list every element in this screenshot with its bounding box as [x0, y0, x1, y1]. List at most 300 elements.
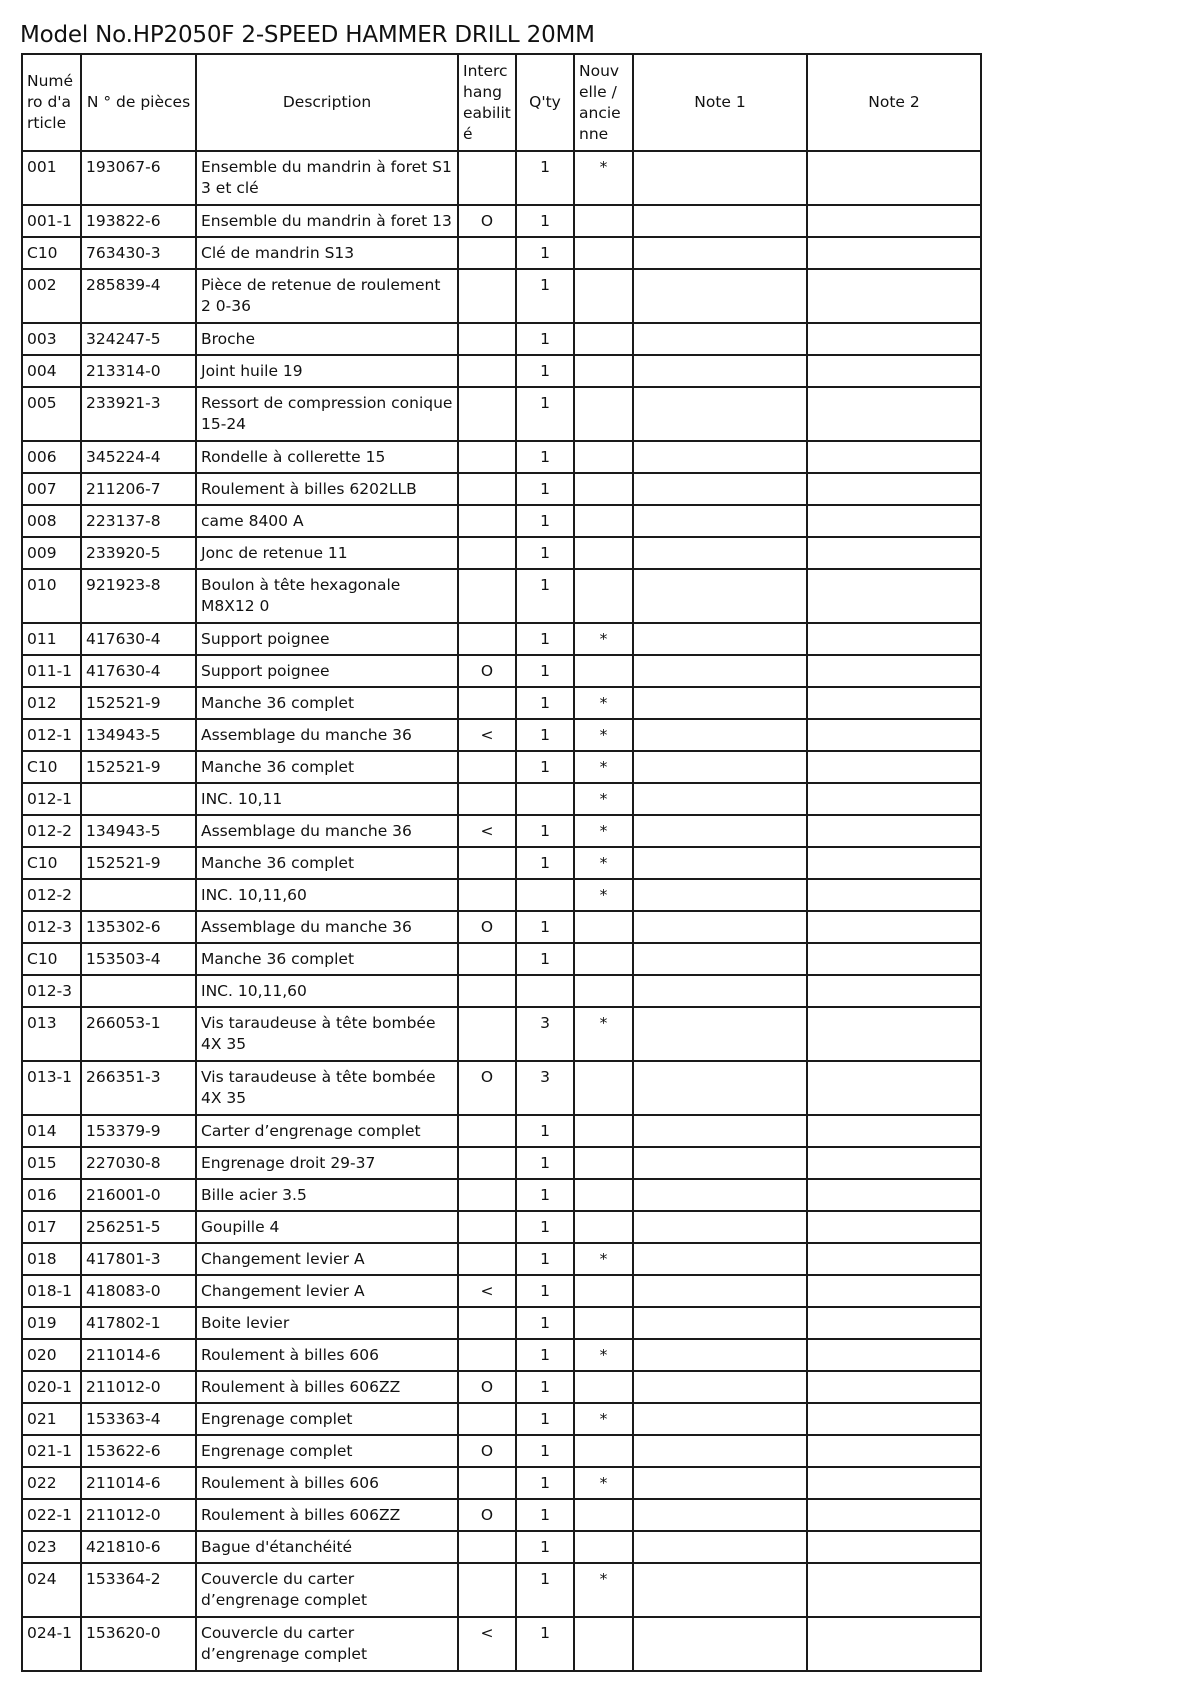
cell-description: Bille acier 3.5 — [196, 1179, 458, 1211]
cell-note2 — [807, 1435, 981, 1467]
header-new-old: Nouv elle / ancie nne — [574, 54, 633, 151]
cell-item-no: 010 — [22, 569, 81, 623]
table-row — [22, 1499, 981, 1531]
cell-note1 — [633, 205, 807, 237]
cell-new-old — [574, 569, 633, 623]
cell-interchangeability — [458, 387, 516, 441]
cell-qty: 1 — [516, 1467, 574, 1499]
cell-description: came 8400 A — [196, 505, 458, 537]
cell-note2 — [807, 1563, 981, 1617]
cell-description: INC. 10,11,60 — [196, 879, 458, 911]
cell-item-no: 012-2 — [22, 879, 81, 911]
cell-qty: 1 — [516, 719, 574, 751]
cell-part-no: 921923-8 — [81, 569, 196, 623]
cell-qty: 1 — [516, 815, 574, 847]
cell-description: INC. 10,11,60 — [196, 975, 458, 1007]
cell-description: Engrenage complet — [196, 1435, 458, 1467]
table-row — [22, 1211, 981, 1243]
cell-qty: 1 — [516, 1371, 574, 1403]
table-row — [22, 505, 981, 537]
cell-qty — [516, 783, 574, 815]
cell-interchangeability — [458, 269, 516, 323]
cell-note2 — [807, 537, 981, 569]
cell-item-no: 008 — [22, 505, 81, 537]
cell-qty: 1 — [516, 1499, 574, 1531]
cell-new-old: * — [574, 1467, 633, 1499]
cell-description: Roulement à billes 6202LLB — [196, 473, 458, 505]
cell-note2 — [807, 505, 981, 537]
table-row — [22, 473, 981, 505]
cell-qty: 1 — [516, 1179, 574, 1211]
cell-part-no: 417630-4 — [81, 623, 196, 655]
cell-interchangeability: < — [458, 815, 516, 847]
cell-new-old: * — [574, 1339, 633, 1371]
cell-description: Vis taraudeuse à tête bombée 4X 35 — [196, 1007, 458, 1061]
cell-item-no: 024-1 — [22, 1617, 81, 1671]
cell-item-no: 014 — [22, 1115, 81, 1147]
cell-part-no: 285839-4 — [81, 269, 196, 323]
cell-note2 — [807, 1467, 981, 1499]
cell-qty: 1 — [516, 205, 574, 237]
cell-description: Vis taraudeuse à tête bombée 4X 35 — [196, 1061, 458, 1115]
cell-description: Clé de mandrin S13 — [196, 237, 458, 269]
cell-qty: 1 — [516, 537, 574, 569]
cell-interchangeability — [458, 441, 516, 473]
cell-note2 — [807, 847, 981, 879]
cell-part-no: 417802-1 — [81, 1307, 196, 1339]
cell-item-no: 005 — [22, 387, 81, 441]
table-row — [22, 269, 981, 323]
cell-part-no: 152521-9 — [81, 847, 196, 879]
cell-note2 — [807, 1179, 981, 1211]
cell-new-old: * — [574, 719, 633, 751]
cell-description: INC. 10,11 — [196, 783, 458, 815]
table-row — [22, 1275, 981, 1307]
cell-new-old — [574, 473, 633, 505]
cell-interchangeability — [458, 1147, 516, 1179]
cell-part-no: 211012-0 — [81, 1499, 196, 1531]
table-row — [22, 943, 981, 975]
cell-new-old — [574, 943, 633, 975]
cell-part-no: 417630-4 — [81, 655, 196, 687]
cell-interchangeability: < — [458, 1617, 516, 1671]
cell-part-no: 135302-6 — [81, 911, 196, 943]
cell-part-no — [81, 975, 196, 1007]
table-row — [22, 1403, 981, 1435]
cell-description: Couvercle du carter d’engrenage complet — [196, 1563, 458, 1617]
cell-part-no: 152521-9 — [81, 751, 196, 783]
cell-item-no: 023 — [22, 1531, 81, 1563]
cell-interchangeability — [458, 1243, 516, 1275]
cell-item-no: 001-1 — [22, 205, 81, 237]
cell-new-old: * — [574, 847, 633, 879]
cell-description: Roulement à billes 606 — [196, 1467, 458, 1499]
cell-note2 — [807, 975, 981, 1007]
cell-new-old — [574, 1275, 633, 1307]
cell-note1 — [633, 505, 807, 537]
table-row — [22, 751, 981, 783]
cell-new-old — [574, 1531, 633, 1563]
cell-note2 — [807, 1115, 981, 1147]
cell-qty: 1 — [516, 1563, 574, 1617]
cell-note1 — [633, 1339, 807, 1371]
cell-new-old: * — [574, 879, 633, 911]
table-row — [22, 1531, 981, 1563]
cell-note1 — [633, 687, 807, 719]
table-row — [22, 1339, 981, 1371]
table-row — [22, 569, 981, 623]
cell-interchangeability: O — [458, 1499, 516, 1531]
cell-note1 — [633, 569, 807, 623]
cell-part-no: 134943-5 — [81, 719, 196, 751]
cell-note2 — [807, 911, 981, 943]
cell-item-no: 012 — [22, 687, 81, 719]
table-row — [22, 847, 981, 879]
cell-note2 — [807, 879, 981, 911]
cell-note1 — [633, 1617, 807, 1671]
cell-description: Assemblage du manche 36 — [196, 911, 458, 943]
cell-item-no: C10 — [22, 751, 81, 783]
cell-item-no: 022 — [22, 1467, 81, 1499]
cell-new-old: * — [574, 783, 633, 815]
cell-description: Ensemble du mandrin à foret 13 — [196, 205, 458, 237]
cell-qty: 1 — [516, 655, 574, 687]
cell-note2 — [807, 1007, 981, 1061]
cell-note1 — [633, 1275, 807, 1307]
cell-part-no: 233921-3 — [81, 387, 196, 441]
table-row — [22, 441, 981, 473]
cell-description: Support poignee — [196, 623, 458, 655]
cell-note1 — [633, 1563, 807, 1617]
cell-new-old — [574, 1371, 633, 1403]
cell-item-no: 012-2 — [22, 815, 81, 847]
header-part-no: N ° de pièces — [81, 54, 196, 151]
cell-qty: 1 — [516, 323, 574, 355]
cell-interchangeability: O — [458, 205, 516, 237]
cell-new-old — [574, 655, 633, 687]
cell-note2 — [807, 1061, 981, 1115]
cell-interchangeability — [458, 975, 516, 1007]
cell-interchangeability — [458, 323, 516, 355]
table-row — [22, 1563, 981, 1617]
cell-new-old: * — [574, 1563, 633, 1617]
cell-qty: 1 — [516, 687, 574, 719]
cell-interchangeability — [458, 1115, 516, 1147]
table-row — [22, 1243, 981, 1275]
cell-qty: 1 — [516, 237, 574, 269]
cell-new-old: * — [574, 1243, 633, 1275]
table-row — [22, 1007, 981, 1061]
table-row — [22, 151, 981, 205]
cell-note1 — [633, 943, 807, 975]
cell-item-no: C10 — [22, 237, 81, 269]
cell-item-no: 012-1 — [22, 783, 81, 815]
cell-description: Manche 36 complet — [196, 751, 458, 783]
cell-new-old — [574, 205, 633, 237]
cell-interchangeability — [458, 473, 516, 505]
cell-note2 — [807, 1531, 981, 1563]
cell-part-no: 211014-6 — [81, 1339, 196, 1371]
cell-description: Rondelle à collerette 15 — [196, 441, 458, 473]
cell-description: Assemblage du manche 36 — [196, 719, 458, 751]
cell-note1 — [633, 237, 807, 269]
cell-note2 — [807, 473, 981, 505]
cell-interchangeability — [458, 623, 516, 655]
cell-note2 — [807, 655, 981, 687]
cell-new-old — [574, 1115, 633, 1147]
cell-new-old — [574, 1499, 633, 1531]
cell-part-no: 223137-8 — [81, 505, 196, 537]
cell-item-no: 020 — [22, 1339, 81, 1371]
cell-note2 — [807, 1617, 981, 1671]
table-row — [22, 1147, 981, 1179]
cell-part-no: 418083-0 — [81, 1275, 196, 1307]
cell-note1 — [633, 719, 807, 751]
cell-item-no: 020-1 — [22, 1371, 81, 1403]
cell-description: Support poignee — [196, 655, 458, 687]
cell-new-old — [574, 1179, 633, 1211]
table-row — [22, 1179, 981, 1211]
cell-new-old: * — [574, 1007, 633, 1061]
cell-note2 — [807, 1243, 981, 1275]
cell-description: Manche 36 complet — [196, 847, 458, 879]
cell-part-no: 345224-4 — [81, 441, 196, 473]
table-row — [22, 815, 981, 847]
table-row — [22, 237, 981, 269]
cell-item-no: 012-1 — [22, 719, 81, 751]
cell-item-no: 009 — [22, 537, 81, 569]
cell-note1 — [633, 473, 807, 505]
cell-item-no: 012-3 — [22, 975, 81, 1007]
cell-item-no: C10 — [22, 943, 81, 975]
cell-new-old — [574, 387, 633, 441]
cell-note1 — [633, 1371, 807, 1403]
cell-part-no: 153363-4 — [81, 1403, 196, 1435]
cell-interchangeability: O — [458, 1371, 516, 1403]
cell-qty: 1 — [516, 441, 574, 473]
cell-item-no: 012-3 — [22, 911, 81, 943]
cell-part-no: 216001-0 — [81, 1179, 196, 1211]
header-description: Description — [196, 54, 458, 151]
cell-note2 — [807, 1371, 981, 1403]
table-row — [22, 323, 981, 355]
cell-note1 — [633, 655, 807, 687]
cell-description: Carter d’engrenage complet — [196, 1115, 458, 1147]
cell-qty: 1 — [516, 1531, 574, 1563]
cell-interchangeability — [458, 847, 516, 879]
cell-item-no: 021-1 — [22, 1435, 81, 1467]
cell-note1 — [633, 537, 807, 569]
cell-qty: 1 — [516, 1243, 574, 1275]
cell-new-old: * — [574, 687, 633, 719]
cell-note2 — [807, 719, 981, 751]
table-row — [22, 1115, 981, 1147]
cell-interchangeability — [458, 943, 516, 975]
cell-item-no: 016 — [22, 1179, 81, 1211]
cell-note2 — [807, 783, 981, 815]
cell-qty: 1 — [516, 751, 574, 783]
cell-description: Changement levier A — [196, 1275, 458, 1307]
cell-new-old: * — [574, 815, 633, 847]
cell-item-no: 001 — [22, 151, 81, 205]
cell-note2 — [807, 687, 981, 719]
cell-interchangeability — [458, 783, 516, 815]
cell-item-no: 015 — [22, 1147, 81, 1179]
table-row — [22, 355, 981, 387]
cell-interchangeability — [458, 355, 516, 387]
cell-qty — [516, 879, 574, 911]
cell-description: Ressort de compression conique 15-24 — [196, 387, 458, 441]
cell-part-no — [81, 783, 196, 815]
cell-qty: 1 — [516, 269, 574, 323]
cell-item-no: 019 — [22, 1307, 81, 1339]
cell-description: Roulement à billes 606 — [196, 1339, 458, 1371]
cell-note1 — [633, 1211, 807, 1243]
cell-new-old — [574, 537, 633, 569]
cell-qty: 1 — [516, 505, 574, 537]
cell-qty: 1 — [516, 1275, 574, 1307]
page-title: Model No.HP2050F 2-SPEED HAMMER DRILL 20MM — [20, 22, 595, 48]
cell-description: Ensemble du mandrin à foret S1 3 et clé — [196, 151, 458, 205]
cell-part-no: 233920-5 — [81, 537, 196, 569]
cell-note2 — [807, 323, 981, 355]
cell-note2 — [807, 815, 981, 847]
cell-qty: 1 — [516, 1617, 574, 1671]
cell-description: Assemblage du manche 36 — [196, 815, 458, 847]
cell-item-no: 004 — [22, 355, 81, 387]
cell-part-no: 153364-2 — [81, 1563, 196, 1617]
cell-qty: 1 — [516, 387, 574, 441]
cell-item-no: 013 — [22, 1007, 81, 1061]
cell-interchangeability — [458, 1179, 516, 1211]
cell-part-no: 153622-6 — [81, 1435, 196, 1467]
cell-part-no: 421810-6 — [81, 1531, 196, 1563]
table-row — [22, 1467, 981, 1499]
cell-new-old: * — [574, 151, 633, 205]
cell-note2 — [807, 387, 981, 441]
cell-part-no: 213314-0 — [81, 355, 196, 387]
cell-description: Boulon à tête hexagonale M8X12 0 — [196, 569, 458, 623]
cell-new-old — [574, 1307, 633, 1339]
cell-interchangeability: O — [458, 1061, 516, 1115]
cell-interchangeability — [458, 505, 516, 537]
cell-description: Manche 36 complet — [196, 687, 458, 719]
cell-interchangeability — [458, 1007, 516, 1061]
table-row — [22, 537, 981, 569]
table-row — [22, 783, 981, 815]
table-row — [22, 1435, 981, 1467]
cell-part-no: 266053-1 — [81, 1007, 196, 1061]
cell-qty: 1 — [516, 623, 574, 655]
cell-interchangeability — [458, 1467, 516, 1499]
cell-note1 — [633, 1243, 807, 1275]
cell-part-no: 134943-5 — [81, 815, 196, 847]
cell-interchangeability — [458, 1339, 516, 1371]
cell-part-no: 256251-5 — [81, 1211, 196, 1243]
cell-description: Goupille 4 — [196, 1211, 458, 1243]
cell-part-no: 211206-7 — [81, 473, 196, 505]
cell-note1 — [633, 323, 807, 355]
cell-new-old: * — [574, 1403, 633, 1435]
cell-item-no: 007 — [22, 473, 81, 505]
cell-note2 — [807, 269, 981, 323]
cell-note1 — [633, 815, 807, 847]
cell-item-no: 011-1 — [22, 655, 81, 687]
cell-new-old — [574, 269, 633, 323]
header-item-no: Numé ro d'a rticle — [22, 54, 81, 151]
cell-note2 — [807, 237, 981, 269]
cell-new-old — [574, 1211, 633, 1243]
cell-note2 — [807, 1275, 981, 1307]
cell-qty: 3 — [516, 1007, 574, 1061]
cell-qty: 1 — [516, 569, 574, 623]
cell-qty: 3 — [516, 1061, 574, 1115]
cell-item-no: 017 — [22, 1211, 81, 1243]
cell-note1 — [633, 1115, 807, 1147]
cell-note1 — [633, 783, 807, 815]
table-row — [22, 687, 981, 719]
header-interchangeability: Interc hang eabilit é — [458, 54, 516, 151]
cell-note2 — [807, 623, 981, 655]
cell-item-no: 018-1 — [22, 1275, 81, 1307]
table-row — [22, 623, 981, 655]
cell-description: Couvercle du carter d’engrenage complet — [196, 1617, 458, 1671]
cell-qty: 1 — [516, 1115, 574, 1147]
cell-description: Jonc de retenue 11 — [196, 537, 458, 569]
cell-qty: 1 — [516, 355, 574, 387]
cell-new-old — [574, 323, 633, 355]
cell-item-no: 003 — [22, 323, 81, 355]
cell-interchangeability — [458, 1531, 516, 1563]
cell-description: Boite levier — [196, 1307, 458, 1339]
cell-qty: 1 — [516, 1403, 574, 1435]
cell-new-old — [574, 1435, 633, 1467]
cell-note1 — [633, 1531, 807, 1563]
cell-item-no: 011 — [22, 623, 81, 655]
table-row — [22, 719, 981, 751]
cell-note1 — [633, 623, 807, 655]
cell-note2 — [807, 205, 981, 237]
cell-note1 — [633, 269, 807, 323]
cell-part-no: 227030-8 — [81, 1147, 196, 1179]
cell-interchangeability — [458, 1307, 516, 1339]
cell-item-no: C10 — [22, 847, 81, 879]
cell-interchangeability — [458, 537, 516, 569]
cell-description: Pièce de retenue de roulement 2 0-36 — [196, 269, 458, 323]
cell-note1 — [633, 441, 807, 473]
table-row — [22, 1061, 981, 1115]
cell-note2 — [807, 1211, 981, 1243]
cell-item-no: 002 — [22, 269, 81, 323]
cell-note1 — [633, 1007, 807, 1061]
cell-new-old: * — [574, 751, 633, 783]
cell-note2 — [807, 441, 981, 473]
table-body — [22, 151, 981, 1671]
cell-item-no: 022-1 — [22, 1499, 81, 1531]
cell-note1 — [633, 751, 807, 783]
cell-note1 — [633, 1061, 807, 1115]
cell-interchangeability: < — [458, 1275, 516, 1307]
cell-interchangeability: O — [458, 655, 516, 687]
cell-interchangeability — [458, 151, 516, 205]
cell-note2 — [807, 1339, 981, 1371]
cell-part-no: 153379-9 — [81, 1115, 196, 1147]
cell-note1 — [633, 1147, 807, 1179]
cell-note1 — [633, 975, 807, 1007]
cell-part-no: 153620-0 — [81, 1617, 196, 1671]
cell-part-no: 193067-6 — [81, 151, 196, 205]
cell-note1 — [633, 1179, 807, 1211]
